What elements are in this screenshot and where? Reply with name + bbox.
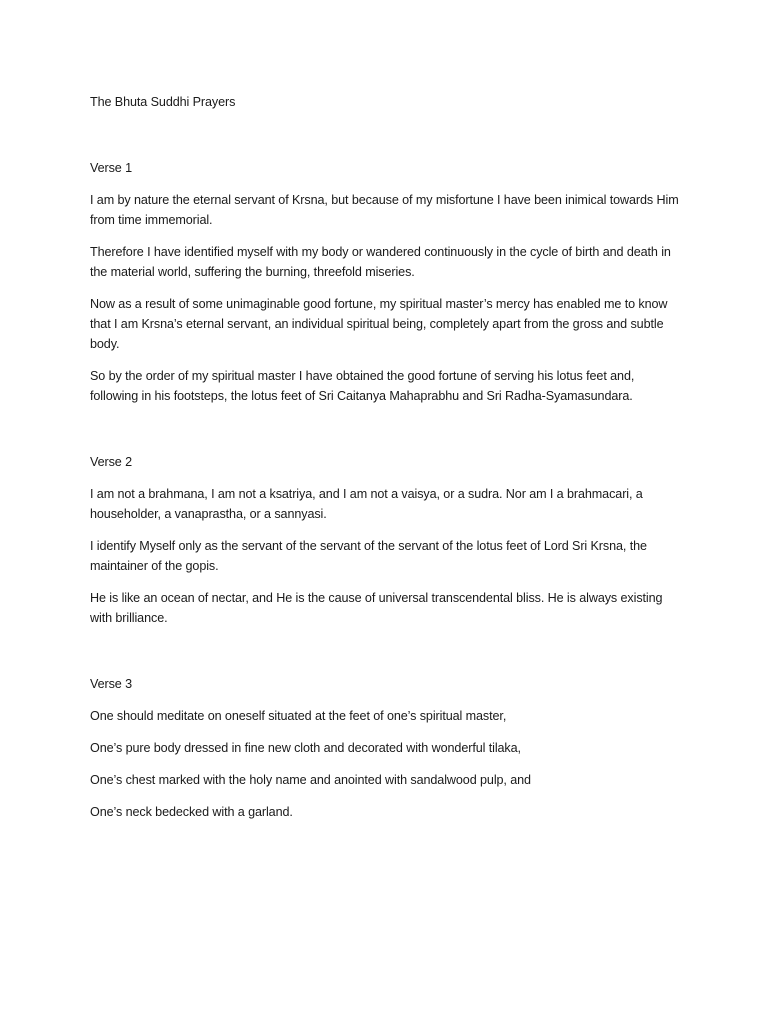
document-body bbox=[90, 92, 680, 868]
verse-heading: Verse 3 bbox=[90, 677, 133, 691]
paragraph: I identify Myself only as the servant of the servant of the servant of the lotus feet of Lord Sri Krsna, the maintainer of the gopis. bbox=[90, 539, 647, 573]
document-title: The Bhuta Suddhi Prayers bbox=[90, 95, 236, 109]
paragraph: One’s chest marked with the holy name and anointed with sandalwood pulp, and bbox=[90, 773, 531, 787]
paragraph: Therefore I have identified myself with my body or wandered continuously in the cycle of birth and death in the material world, suffering the burning, threefold miseries. bbox=[90, 245, 671, 279]
paragraph: I am by nature the eternal servant of Krsna, but because of my misfortune I have been inimical towards Him from time immemorial. bbox=[90, 193, 679, 227]
paragraph: One’s neck bedecked with a garland. bbox=[90, 805, 293, 819]
verse-1 bbox=[90, 158, 680, 406]
verse-3 bbox=[90, 674, 680, 822]
paragraph: I am not a brahmana, I am not a ksatriya, and I am not a vaisya, or a sudra. Nor am I a brahmacari, a householder, a vanaprastha, or a sannyasi. bbox=[90, 487, 643, 521]
verse-heading: Verse 2 bbox=[90, 455, 133, 469]
paragraph: One’s pure body dressed in fine new cloth and decorated with wonderful tilaka, bbox=[90, 741, 521, 755]
paragraph: Now as a result of some unimaginable good fortune, my spiritual master’s mercy has enabled me to know that I am Krsna’s eternal servant, an individual spiritual being, completely apart from the gross and subtle body. bbox=[90, 297, 668, 351]
paragraph: So by the order of my spiritual master I have obtained the good fortune of serving his lotus feet and, following in his footsteps, the lotus feet of Sri Caitanya Mahaprabhu and Sri Radha-Syamasundara. bbox=[90, 369, 635, 403]
verse-heading: Verse 1 bbox=[90, 161, 133, 175]
paragraph: He is like an ocean of nectar, and He is the cause of universal transcendental bliss. He is always existing with brilliance. bbox=[90, 591, 663, 625]
paragraph: One should meditate on oneself situated at the feet of one’s spiritual master, bbox=[90, 709, 507, 723]
verse-2 bbox=[90, 452, 680, 628]
